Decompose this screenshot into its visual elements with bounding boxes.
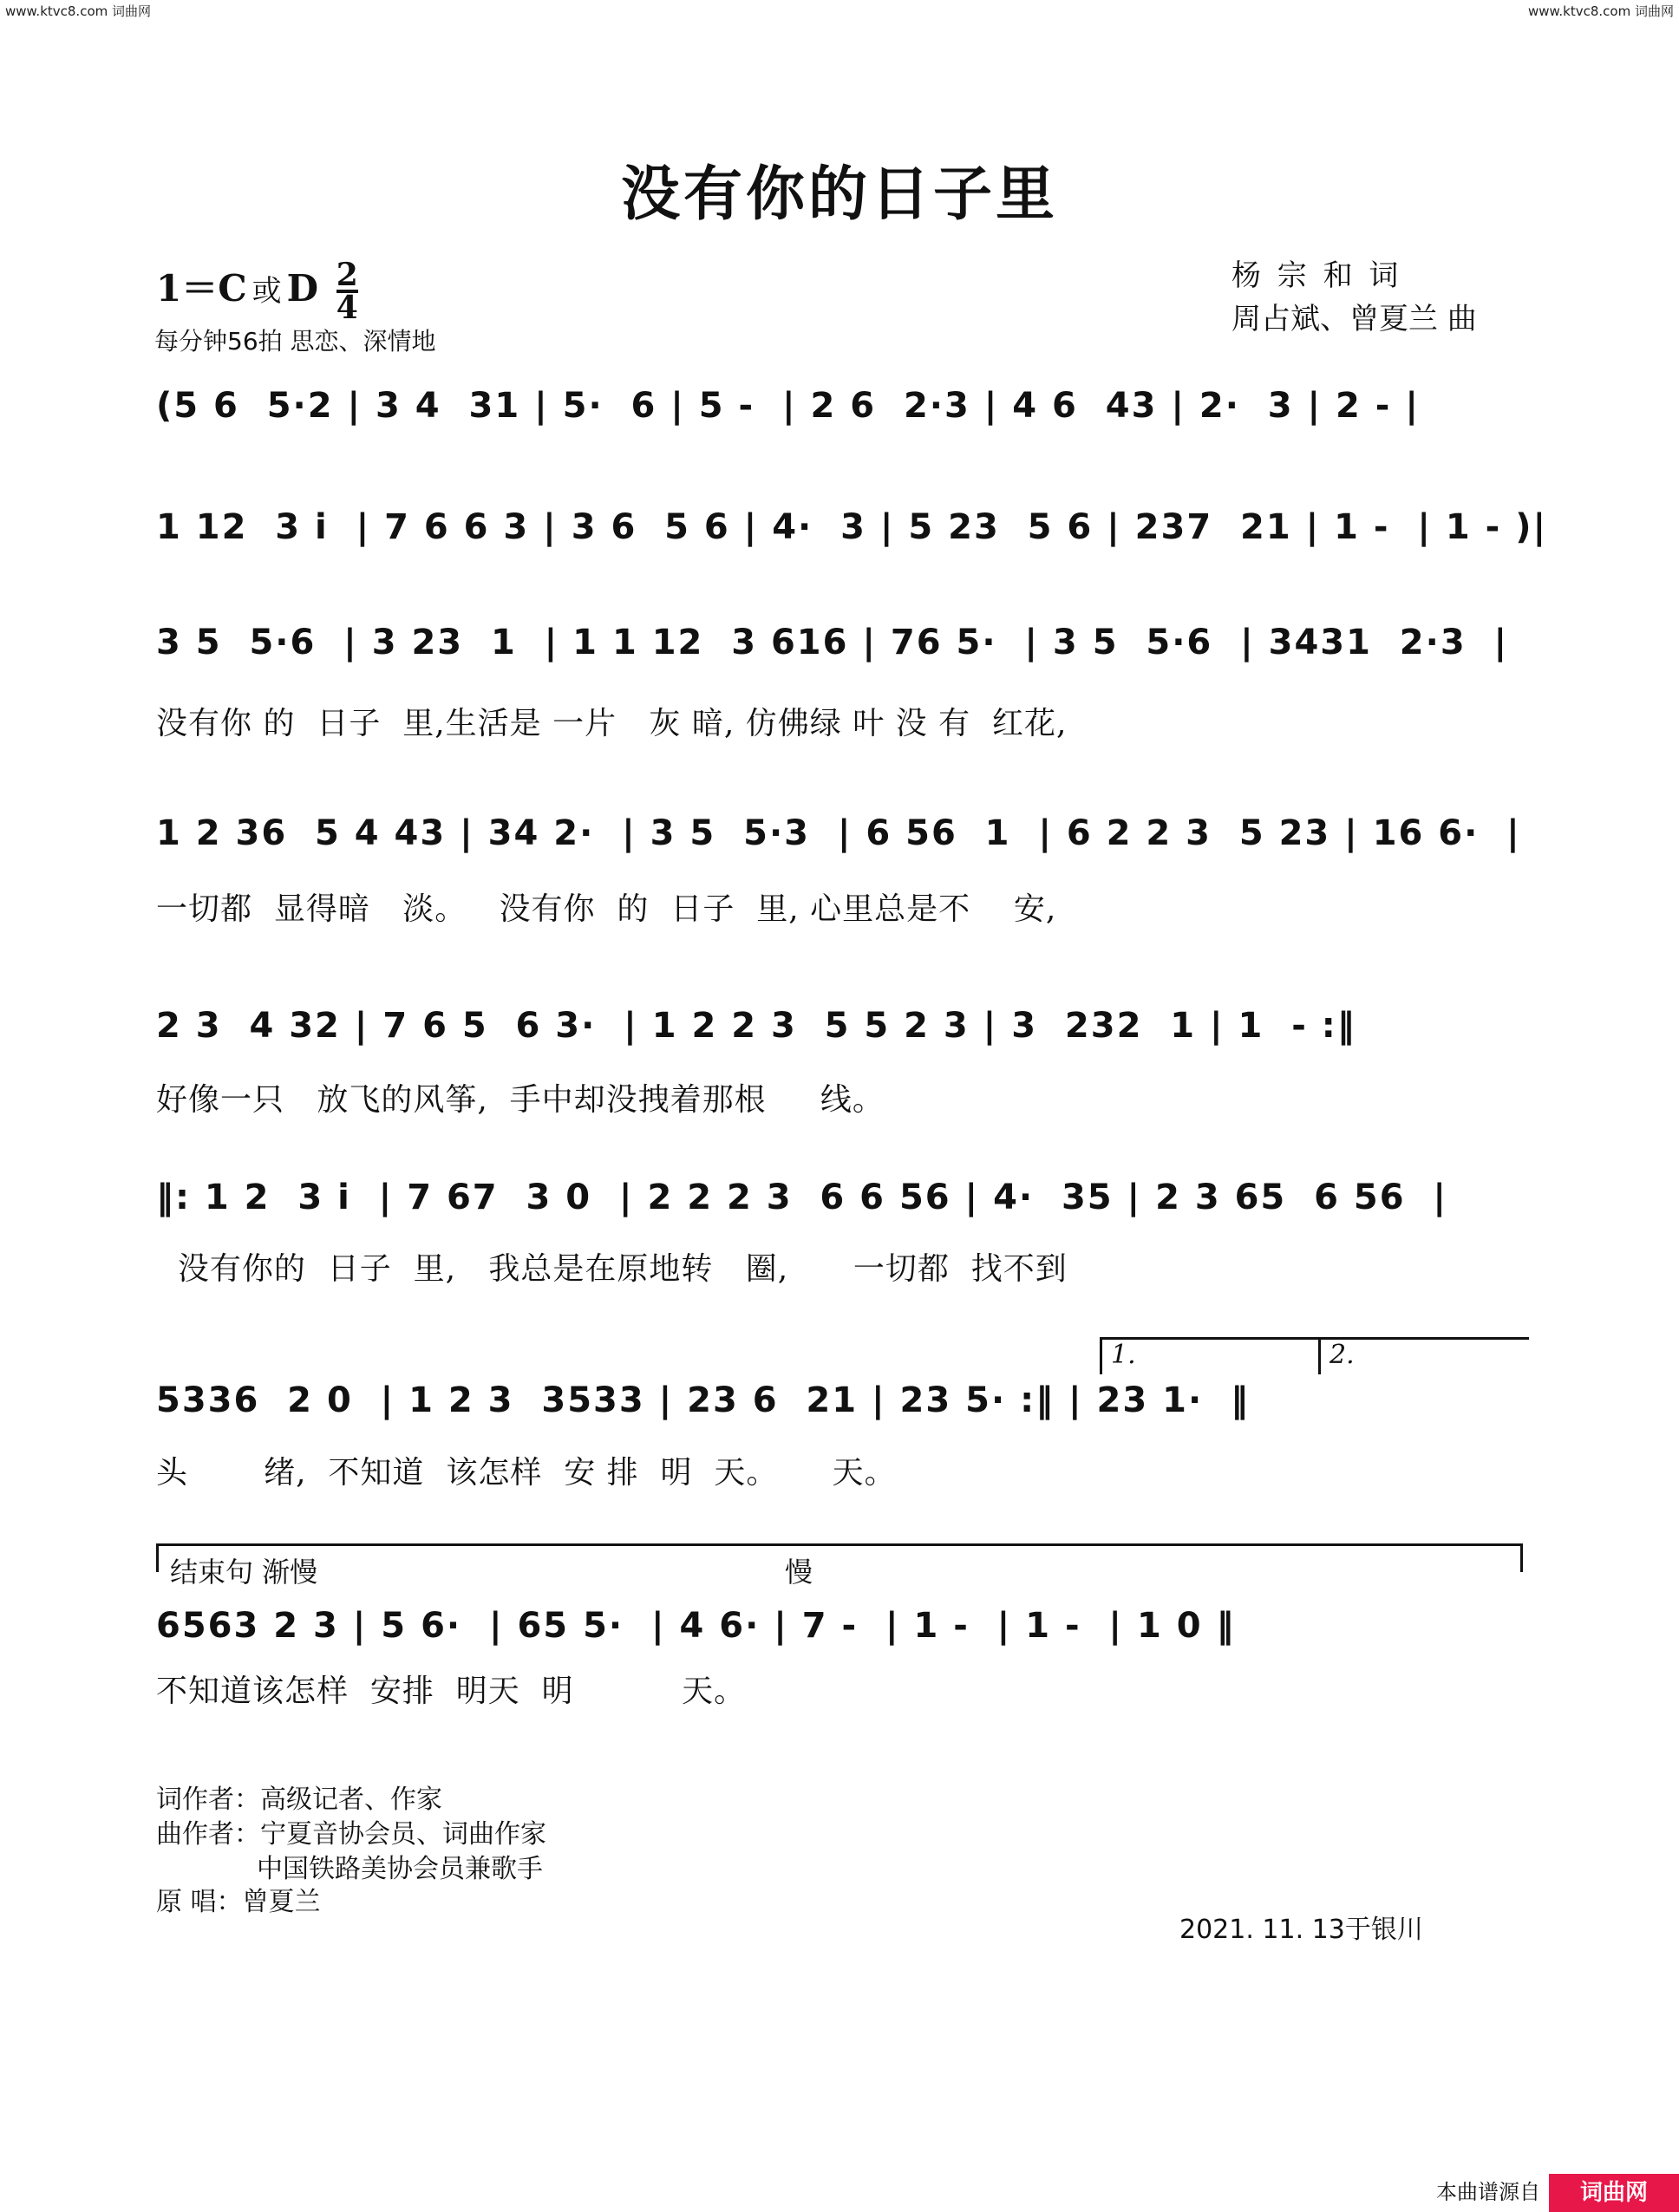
coda-label: 结束句 渐慢 — [170, 1556, 318, 1589]
score-line-8: 6563 2 3 | 5 6· | 65 5· | 4 6· | 7 - | 1 - | 1 - | 1 0 ‖ — [156, 1606, 1236, 1646]
score-line-3: 3 5 5·6 | 3 23 1 | 1 1 12 3 616 | 76 5· | 3 5 5·6 | 3431 2·3 | — [156, 623, 1509, 662]
key-prefix: 1＝C — [156, 267, 247, 310]
composer-credit: 周占斌、曾夏兰 曲 — [1231, 302, 1477, 336]
time-top: 2 — [336, 257, 358, 293]
lyrics-line-4: 一切都 显得暗 淡。 没有你 的 日子 里, 心里总是不 安, — [156, 891, 1057, 927]
lyrics-line-3: 没有你 的 日子 里,生活是 一片 灰 暗, 仿佛绿 叶 没 有 红花, — [156, 706, 1068, 741]
key-signature — [156, 257, 358, 326]
date-note: 2021. 11. 13于银川 — [1179, 1915, 1423, 1945]
lyrics-line-5: 好像一只 放飞的风筝, 手中却没拽着那根 线。 — [156, 1082, 885, 1118]
lyrics-line-8: 不知道该怎样 安排 明天 明 天。 — [156, 1674, 747, 1709]
coda-bracket — [156, 1543, 1523, 1572]
time-bottom: 4 — [336, 290, 358, 326]
key-or: 或 — [252, 274, 282, 309]
score-line-1: (5 6 5·2 | 3 4 31 | 5· 6 | 5 - | 2 6 2·3 | 4 6 43 | 2· 3 | 2 - | — [156, 386, 1420, 426]
score-line-7: 5336 2 0 | 1 2 3 3533 | 23 6 21 | 23 5· :‖ | 23 1· ‖ — [156, 1380, 1251, 1420]
tempo-marking: 每分钟56拍 思恋、深情地 — [154, 327, 436, 356]
lyricist-note: 词作者：高级记者、作家 — [156, 1785, 442, 1815]
score-line-2: 1 12 3 i | 7 6 6 3 | 3 6 5 6 | 4· 3 | 5 23 5 6 | 237 21 | 1 - | 1 - )| — [156, 507, 1548, 547]
score-line-4: 1 2 36 5 4 43 | 34 2· | 3 5 5·3 | 6 56 1 | 6 2 2 3 5 23 | 16 6· | — [156, 813, 1521, 853]
lyrics-line-6: 没有你的 日子 里, 我总是在原地转 圈, 一切都 找不到 — [156, 1251, 1068, 1287]
footer-source: 本曲谱源自 — [1436, 2180, 1540, 2204]
composer-note-2: 中国铁路美协会员兼歌手 — [257, 1854, 543, 1884]
lyricist-credit: 杨 宗 和 词 — [1231, 258, 1402, 293]
score-line-5: 2 3 4 32 | 7 6 5 6 3· | 1 2 2 3 5 5 2 3 | 3 232 1 | 1 - :‖ — [156, 1006, 1356, 1046]
site-logo[interactable]: 词曲网 — [1549, 2174, 1679, 2212]
lyrics-line-7: 头 绪, 不知道 该怎样 安 排 明 天。 天。 — [156, 1455, 897, 1491]
site-header-right: www.ktvc8.com 词曲网 — [1527, 3, 1674, 19]
key-suffix: D — [286, 267, 319, 310]
site-header-left: www.ktvc8.com 词曲网 — [5, 3, 152, 19]
time-signature — [336, 257, 358, 326]
first-ending-bracket: 1. — [1100, 1337, 1319, 1374]
second-ending-bracket: 2. — [1318, 1337, 1529, 1374]
original-singer-note: 原 唱：曾夏兰 — [156, 1887, 321, 1917]
score-line-6: ‖: 1 2 3 i | 7 67 3 0 | 2 2 2 3 6 6 56 | 4· 35 | 2 3 65 6 56 | — [156, 1178, 1447, 1217]
song-title: 没有你的日子里 — [620, 160, 1058, 229]
coda-slow-marking: 慢 — [785, 1556, 813, 1589]
composer-note: 曲作者：宁夏音协会员、词曲作家 — [156, 1819, 546, 1850]
